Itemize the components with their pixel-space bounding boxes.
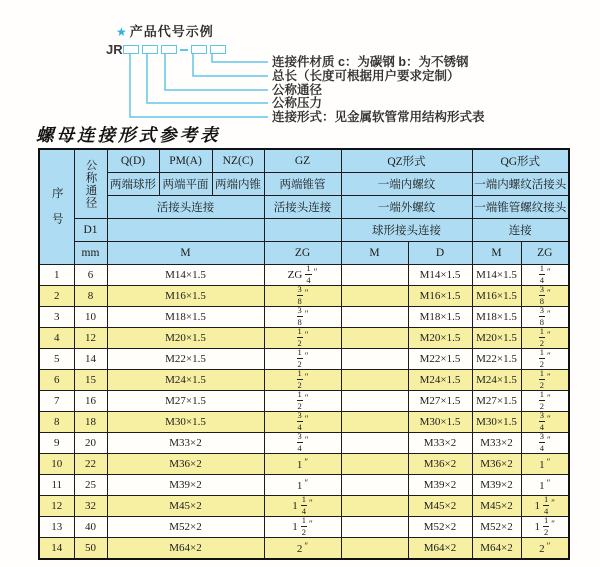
gz-cell: 2 ″ [264,538,341,560]
qz-d-cell: M18×1.5 [408,307,472,328]
qz-d-cell: M22×1.5 [408,349,472,370]
mm-cell: 22 [74,454,107,475]
header-q-sub: 两端球形 [107,173,159,196]
product-code-example-title [116,21,214,40]
code-box-4 [191,45,207,54]
table-row [39,265,569,286]
header-qz-m: M [341,242,408,265]
qz-d-cell: M20×1.5 [408,328,472,349]
qz-m-cell [341,475,408,496]
m-cell: M18×1.5 [107,307,264,328]
qz-d-cell: M64×2 [408,538,472,560]
header-qz-conn: 球形接头连接 [341,219,472,242]
qz-m-cell [341,412,408,433]
seq-cell: 11 [39,475,74,496]
qz-d-cell: M14×1.5 [408,265,472,286]
m-cell: M16×1.5 [107,286,264,307]
table-row [39,517,569,538]
gz-cell: $\frac{3}{8}$ ″ [264,286,341,307]
header-gz: GZ [264,149,341,173]
qz-m-cell [341,391,408,412]
qg-m-cell: M20×1.5 [472,328,521,349]
gz-cell: 1 ″ [264,454,341,475]
table-row [39,328,569,349]
code-label-connection: 连接形式：见金属软管常用结构形式表 [272,110,485,124]
nut-connection-reference-table [38,148,570,560]
m-cell: M24×1.5 [107,370,264,391]
code-prefix: JR [106,42,123,57]
header-qz-d: D [408,242,472,265]
table-row [39,496,569,517]
m-cell: M27×1.5 [107,391,264,412]
qg-m-cell: M27×1.5 [472,391,521,412]
qg-zg-cell: $\frac{3}{4}$ ″ [521,433,569,454]
table-row [39,349,569,370]
header-seq: 序号 [39,149,74,265]
seq-cell: 4 [39,328,74,349]
seq-cell: 13 [39,517,74,538]
table-body [39,265,569,560]
gz-cell: 1 $\frac{1}{2}$ ″ [264,517,341,538]
code-box-3 [161,45,177,54]
qz-m-cell [341,517,408,538]
connector-lines [0,0,300,125]
star-icon: ★ [116,25,128,39]
seq-cell: 5 [39,349,74,370]
mm-cell: 15 [74,370,107,391]
qz-m-cell [341,265,408,286]
header-zg-main: ZG [264,242,341,265]
qg-zg-cell: 1 ″ [521,475,569,496]
qg-zg-cell: $\frac{1}{2}$ ″ [521,370,569,391]
qg-m-cell: M33×2 [472,433,521,454]
qz-d-cell: M30×1.5 [408,412,472,433]
m-cell: M33×2 [107,433,264,454]
qg-zg-cell: $\frac{1}{2}$ ″ [521,391,569,412]
qg-zg-cell: 2 ″ [521,538,569,560]
m-cell: M30×1.5 [107,412,264,433]
qg-zg-cell: $\frac{3}{4}$ ″ [521,412,569,433]
qg-zg-cell: $\frac{3}{8}$ ″ [521,307,569,328]
header-gz-conn: 活接头连接 [264,196,341,219]
mm-cell: 25 [74,475,107,496]
m-cell: M14×1.5 [107,265,264,286]
header-qg-zg: ZG [521,242,569,265]
qg-zg-cell: $\frac{1}{4}$ ″ [521,265,569,286]
qz-m-cell [341,370,408,391]
m-cell: M22×1.5 [107,349,264,370]
qz-d-cell: M45×2 [408,496,472,517]
table-row [39,307,569,328]
table-row [39,370,569,391]
mm-cell: 16 [74,391,107,412]
header-q: Q(D) [107,149,159,173]
header-nominal-diameter: 公称通径 [74,149,107,219]
qg-zg-cell: 1 $\frac{1}{2}$ ″ [521,517,569,538]
qg-m-cell: M39×2 [472,475,521,496]
qz-m-cell [341,454,408,475]
qz-m-cell [341,433,408,454]
mm-cell: 10 [74,307,107,328]
m-cell: M36×2 [107,454,264,475]
qg-m-cell: M64×2 [472,538,521,560]
seq-cell: 3 [39,307,74,328]
gz-cell: $\frac{3}{4}$ ″ [264,412,341,433]
qg-m-cell: M16×1.5 [472,286,521,307]
seq-cell: 2 [39,286,74,307]
code-boxes [123,45,226,54]
mm-cell: 12 [74,328,107,349]
m-cell: M45×2 [107,496,264,517]
header-nz: NZ(C) [212,149,264,173]
header-qz-sub2: 一端外螺纹 [341,196,472,219]
mm-cell: 20 [74,433,107,454]
seq-cell: 7 [39,391,74,412]
m-cell: M39×2 [107,475,264,496]
header-blank-gz [264,219,341,242]
gz-cell: 1 ″ [264,475,341,496]
qz-m-cell [341,286,408,307]
code-box-1 [123,45,139,54]
header-blank-union [107,219,264,242]
qz-d-cell: M36×2 [408,454,472,475]
header-d1: D1 [74,219,107,242]
table-title: 螺母连接形式参考表 [36,125,221,145]
mm-cell: 14 [74,349,107,370]
m-cell: M52×2 [107,517,264,538]
qg-zg-cell: 1 ″ [521,454,569,475]
gz-cell: $\frac{1}{2}$ ″ [264,328,341,349]
qg-zg-cell: $\frac{1}{2}$ ″ [521,328,569,349]
table-row [39,286,569,307]
code-label-pressure: 公称压力 [272,96,323,110]
header-nz-sub: 两端内锥 [212,173,264,196]
seq-cell: 8 [39,412,74,433]
qz-d-cell: M16×1.5 [408,286,472,307]
seq-cell: 9 [39,433,74,454]
mm-cell: 40 [74,517,107,538]
gz-cell: ZG $\frac{1}{4}$ ″ [264,265,341,286]
header-m-main: M [107,242,264,265]
qg-m-cell: M52×2 [472,517,521,538]
qg-m-cell: M14×1.5 [472,265,521,286]
gz-cell: $\frac{3}{8}$ ″ [264,307,341,328]
m-cell: M20×1.5 [107,328,264,349]
header-qz: QZ形式 [341,149,472,173]
header-pm-sub: 两端平面 [159,173,212,196]
table-row [39,391,569,412]
table-row [39,433,569,454]
qg-zg-cell: $\frac{3}{8}$ ″ [521,286,569,307]
qz-m-cell [341,538,408,560]
seq-cell: 14 [39,538,74,560]
qg-m-cell: M45×2 [472,496,521,517]
seq-cell: 10 [39,454,74,475]
qz-d-cell: M33×2 [408,433,472,454]
code-label-material: 连接件材质 c：为碳钢 b：为不锈钢 [272,55,469,69]
qg-m-cell: M18×1.5 [472,307,521,328]
qz-d-cell: M24×1.5 [408,370,472,391]
gz-cell: $\frac{3}{4}$ ″ [264,433,341,454]
mm-cell: 50 [74,538,107,560]
mm-cell: 6 [74,265,107,286]
gz-cell: $\frac{1}{2}$ ″ [264,349,341,370]
header-qg-sub2: 一端锥管螺纹接头 [472,196,569,219]
qg-m-cell: M30×1.5 [472,412,521,433]
header-mm: mm [74,242,107,265]
code-box-5 [210,45,226,54]
qg-m-cell: M22×1.5 [472,349,521,370]
code-dash [180,49,188,51]
header-gz-sub: 两端锥管 [264,173,341,196]
header-qg-m: M [472,242,521,265]
mm-cell: 18 [74,412,107,433]
qz-d-cell: M52×2 [408,517,472,538]
qg-zg-cell: $\frac{1}{2}$ ″ [521,349,569,370]
seq-cell: 6 [39,370,74,391]
seq-cell: 1 [39,265,74,286]
header-pm: PM(A) [159,149,212,173]
seq-cell: 12 [39,496,74,517]
header-union-conn: 活接头连接 [107,196,264,219]
mm-cell: 8 [74,286,107,307]
header-qg-conn: 连接 [472,219,569,242]
qz-d-cell: M39×2 [408,475,472,496]
qz-m-cell [341,349,408,370]
gz-cell: $\frac{1}{2}$ ″ [264,370,341,391]
gz-cell: $\frac{1}{2}$ ″ [264,391,341,412]
header-qz-sub1: 一端内螺纹 [341,173,472,196]
qz-m-cell [341,307,408,328]
qg-m-cell: M24×1.5 [472,370,521,391]
code-label-diameter: 公称通径 [272,83,323,97]
code-label-length: 总长（长度可根据用户要求定制） [272,69,460,83]
table-row [39,454,569,475]
diagram-title-text: 产品代号示例 [129,24,214,39]
code-box-2 [142,45,158,54]
mm-cell: 32 [74,496,107,517]
qz-d-cell: M27×1.5 [408,391,472,412]
qz-m-cell [341,328,408,349]
gz-cell: 1 $\frac{1}{4}$ ″ [264,496,341,517]
qg-m-cell: M36×2 [472,454,521,475]
qg-zg-cell: 1 $\frac{1}{4}$ ″ [521,496,569,517]
table-row [39,412,569,433]
qz-m-cell [341,496,408,517]
table-row [39,538,569,560]
table-row [39,475,569,496]
header-qg: QG形式 [472,149,569,173]
header-qg-sub1: 一端内螺纹活接头 [472,173,569,196]
m-cell: M64×2 [107,538,264,560]
